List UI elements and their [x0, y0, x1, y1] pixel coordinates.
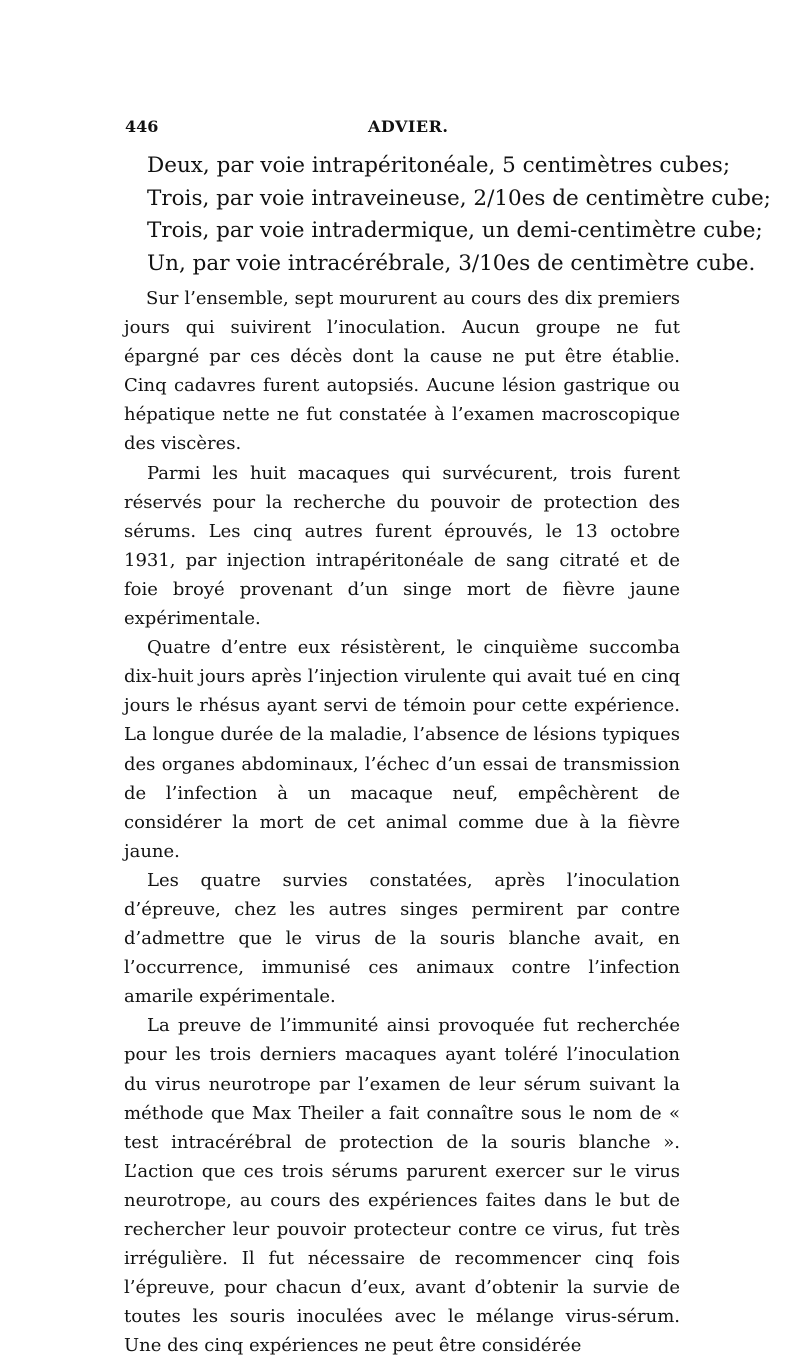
inoculation-route-list	[147, 150, 771, 280]
paragraph-serum-test: La preuve de l’immunité ainsi provoquée fut recherchée pour les trois derniers macaques ayant toléré l’inoculation du virus neurotrope par l’examen de leur sérum suivant la méthode que Max Theiler a fait connaître sous le nom de « test intracérébral de protection de la souris blanche ». L’action que ces trois sérums parurent exercer sur le virus neurotrope, au cours des expériences faites dans le but de rechercher leur pouvoir protecteur contre ce virus, fut très irrégulière. Il fut nécessaire de recommencer cinq fois l’épreuve, pour chacun d’eux, avant d’obtenir la survie de toutes les souris inoculées avec le mélange virus-sérum. Une des cinq expériences ne peut être considérée	[124, 1015, 680, 1357]
paragraph-resistance: Quatre d’entre eux résistèrent, le cinquième succomba dix-huit jours après l’injection virulente qui avait tué en cinq jours le rhésus ayant servi de témoin pour cette expérience. La longue durée de la maladie, l’absence de lésions typiques des organes abdominaux, l’échec d’un essai de transmission de l’infection à un macaque neuf, empêchèrent de considérer la mort de cet animal comme due à la fièvre jaune.	[124, 637, 680, 862]
list-line-intracerebral: Un, par voie intracérébrale, 3/10es de centimètre cube.	[147, 250, 756, 276]
paragraph-survivors: Parmi les huit macaques qui survécurent, trois furent réservés pour la recherche du pouvoir de protection des sérums. Les cinq autres furent éprouvés, le 13 octobre 1931, par injection intrapéritonéale de sang citraté et de foie broyé provenant d’un singe mort de fièvre jaune expérimentale.	[124, 462, 680, 630]
paragraph-deaths: Sur l’ensemble, sept moururent au cours des dix premiers jours qui suivirent l’inoculation. Aucun groupe ne fut épargné par ces décès dont la cause ne put être établie. Cinq cadavres furent autopsiés. Aucune lésion gastrique ou hépatique nette ne fut constatée à l’examen macroscopique des viscères.	[124, 288, 680, 455]
list-line-intraperitoneal: Deux, par voie intrapéritonéale, 5 centimètres cubes;	[147, 153, 731, 178]
running-head	[125, 117, 680, 145]
paragraph-immunity: Les quatre survies constatées, après l’inoculation d’épreuve, chez les autres singes permirent par contre d’admettre que le virus de la souris blanche avait, en l’occurrence, immunisé ces animaux contre l’infection amarile expérimentale.	[124, 869, 680, 1008]
page-number: 446	[125, 117, 159, 136]
body-text	[124, 284, 680, 1360]
list-line-intradermal: Trois, par voie intradermique, un demi-centimètre cube;	[147, 218, 763, 243]
list-line-intravenous: Trois, par voie intraveineuse, 2/10es de centimètre cube;	[147, 185, 771, 211]
running-title: ADVIER.	[368, 117, 449, 136]
